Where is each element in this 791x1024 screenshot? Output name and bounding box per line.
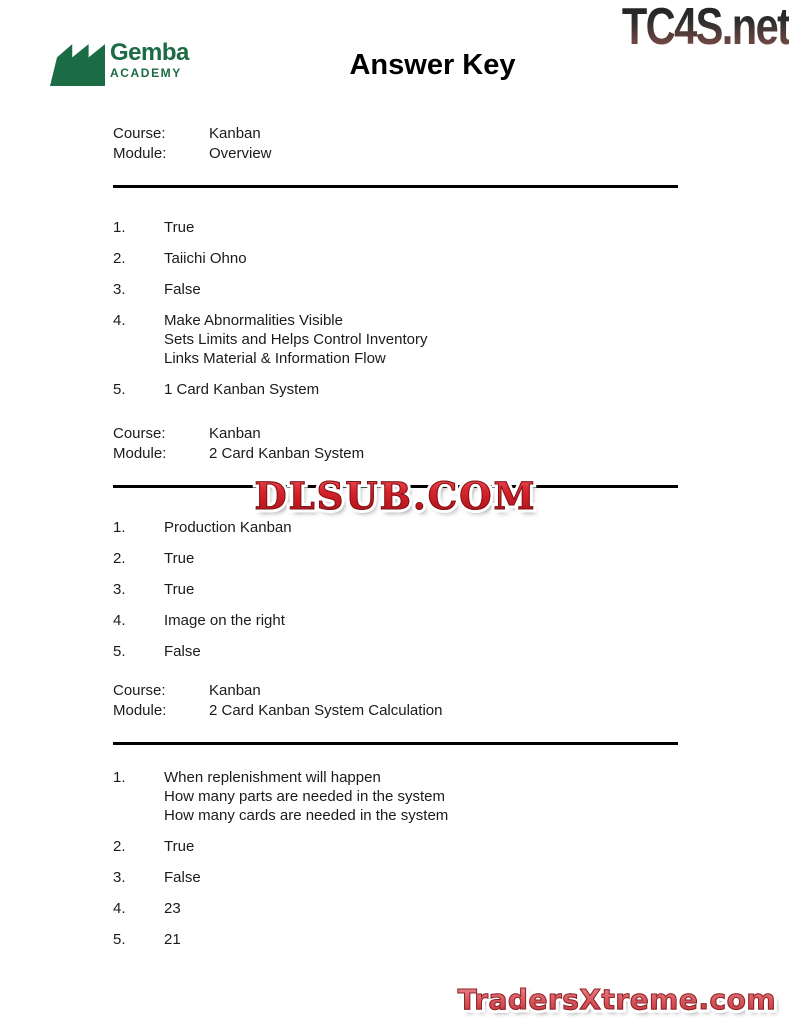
answer-key-content	[113, 124, 678, 961]
answer-list	[113, 768, 678, 949]
course-value: Kanban	[209, 125, 261, 142]
module-row	[113, 701, 678, 721]
answer-number: 2.	[113, 550, 126, 567]
section-divider	[113, 742, 678, 745]
answer-text: When replenishment will happen	[164, 769, 381, 786]
answer-item	[113, 611, 678, 630]
watermark-tc4s	[622, 0, 790, 55]
answer-number: 2.	[113, 250, 126, 267]
answer-item	[113, 868, 678, 887]
course-value: Kanban	[209, 425, 261, 442]
watermark-tradersxtreme	[457, 982, 776, 1016]
answer-item	[113, 899, 678, 918]
answer-text: False	[164, 281, 201, 298]
answer-number: 1.	[113, 219, 126, 236]
answer-section-2-card-kanban-system-calculation	[113, 681, 678, 949]
answer-item	[113, 549, 678, 568]
answer-section-2-card-kanban-system	[113, 424, 678, 661]
module-label: Module:	[113, 445, 167, 462]
answer-item	[113, 837, 678, 856]
logo-name: Gemba	[110, 39, 189, 66]
answer-number: 4.	[113, 612, 126, 629]
answer-number: 5.	[113, 381, 126, 398]
answer-text: 23	[164, 900, 181, 917]
answer-number: 4.	[113, 312, 126, 329]
course-label: Course:	[113, 682, 166, 699]
answer-list	[113, 518, 678, 661]
answer-item	[113, 311, 678, 368]
answer-number: 1.	[113, 519, 126, 536]
answer-text: How many cards are needed in the system	[164, 807, 449, 824]
answer-text: True	[164, 838, 195, 855]
module-value: 2 Card Kanban System	[209, 445, 365, 462]
module-value: 2 Card Kanban System Calculation	[209, 702, 443, 719]
answer-list	[113, 218, 678, 399]
answer-text: Image on the right	[164, 612, 285, 629]
answer-text: False	[164, 869, 201, 886]
answer-item	[113, 218, 678, 237]
answer-text: Links Material & Information Flow	[164, 350, 386, 367]
module-label: Module:	[113, 145, 167, 162]
logo-subtitle: ACADEMY	[110, 66, 182, 80]
answer-text: 21	[164, 931, 181, 948]
watermark-tradersxtreme-text: TradersXtreme.com TradersXtreme.com	[458, 985, 776, 1014]
answer-item	[113, 518, 678, 537]
course-row	[113, 124, 678, 144]
answer-text: True	[164, 581, 195, 598]
watermark-tc4s-text: TC4S.net	[621, 0, 789, 56]
page-title: Answer Key	[349, 49, 516, 81]
course-row	[113, 681, 678, 701]
module-row	[113, 444, 678, 464]
answer-number: 1.	[113, 769, 126, 786]
watermark-dlsub-text: DLSUB.COM DLSUB.COM	[255, 478, 537, 515]
answer-number: 3.	[113, 869, 126, 886]
answer-text: Make Abnormalities Visible	[164, 312, 343, 329]
answer-number: 4.	[113, 900, 126, 917]
course-value: Kanban	[209, 682, 261, 699]
answer-number: 3.	[113, 281, 126, 298]
answer-item	[113, 642, 678, 661]
answer-text: True	[164, 550, 195, 567]
answer-number: 5.	[113, 931, 126, 948]
answer-text: Taiichi Ohno	[164, 250, 247, 267]
module-label: Module:	[113, 702, 167, 719]
answer-number: 3.	[113, 581, 126, 598]
watermark-dlsub	[254, 474, 537, 518]
module-row	[113, 144, 678, 164]
course-label: Course:	[113, 125, 166, 142]
module-value: Overview	[209, 145, 272, 162]
answer-text: False	[164, 643, 201, 660]
course-label: Course:	[113, 425, 166, 442]
section-divider	[113, 474, 678, 518]
answer-item	[113, 280, 678, 299]
answer-text: Sets Limits and Helps Control Inventory	[164, 331, 428, 348]
answer-text: 1 Card Kanban System	[164, 381, 320, 398]
answer-item	[113, 380, 678, 399]
answer-text: Production Kanban	[164, 519, 292, 536]
answer-item	[113, 249, 678, 268]
answer-number: 5.	[113, 643, 126, 660]
answer-number: 2.	[113, 838, 126, 855]
course-row	[113, 424, 678, 444]
answer-item	[113, 930, 678, 949]
section-divider	[113, 185, 678, 188]
answer-item	[113, 768, 678, 825]
answer-text: How many parts are needed in the system	[164, 788, 445, 805]
answer-item	[113, 580, 678, 599]
answer-section-overview	[113, 124, 678, 399]
answer-text: True	[164, 219, 195, 236]
